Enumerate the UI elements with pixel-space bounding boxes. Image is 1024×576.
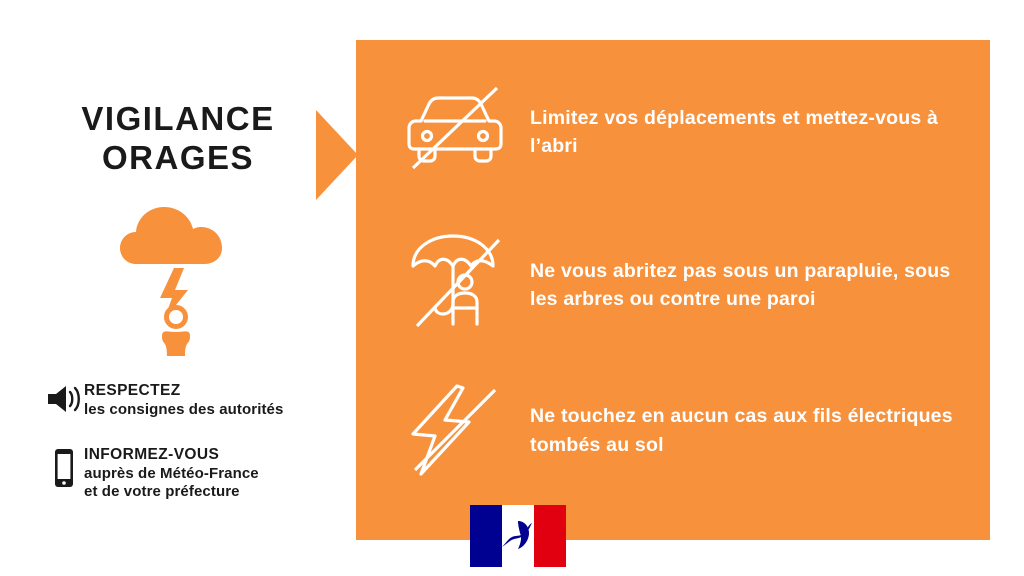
panel-row [380,378,960,483]
car-crossed-out-icon [380,82,530,182]
advice-subtitle: les consignes des autorités [84,400,284,418]
advice-subtitle-2: et de votre préfecture [84,483,240,501]
advice-list [44,382,344,520]
smartphone-icon [44,446,84,492]
page-title [0,100,356,178]
panel-row [380,82,960,182]
panel-row [380,230,960,340]
panel-row-text: Ne vous abritez pas sous un parapluie, sous les arbres ou contre une paroi [530,259,951,310]
title-line-2: ORAGES [101,138,255,176]
left-panel [0,0,356,576]
list-item [44,446,344,502]
title-line-1: VIGILANCE [81,100,275,137]
panel-row-text: Limitez vos déplacements et mettez-vous à l’abri [530,106,939,157]
advice-text [84,382,283,419]
list-item [44,382,344,428]
advice-title: RESPECTEZ [84,382,181,399]
advice-subtitle: auprès de Météo-France [84,464,259,482]
panel-arrow-pointer [316,110,358,200]
french-republic-flag-logo [470,505,566,567]
megaphone-icon [44,382,84,428]
lightning-bolt-crossed-out-icon [380,378,530,483]
advice-title: INFORMEZ-VOUS [84,446,220,463]
panel-row-text: Ne touchez en aucun cas aux fils électriques tombés au sol [530,405,953,456]
storm-cloud-person-icon [118,196,238,366]
advice-text [84,446,259,502]
umbrella-person-crossed-out-icon [380,230,530,340]
flag-band-white [502,505,534,567]
